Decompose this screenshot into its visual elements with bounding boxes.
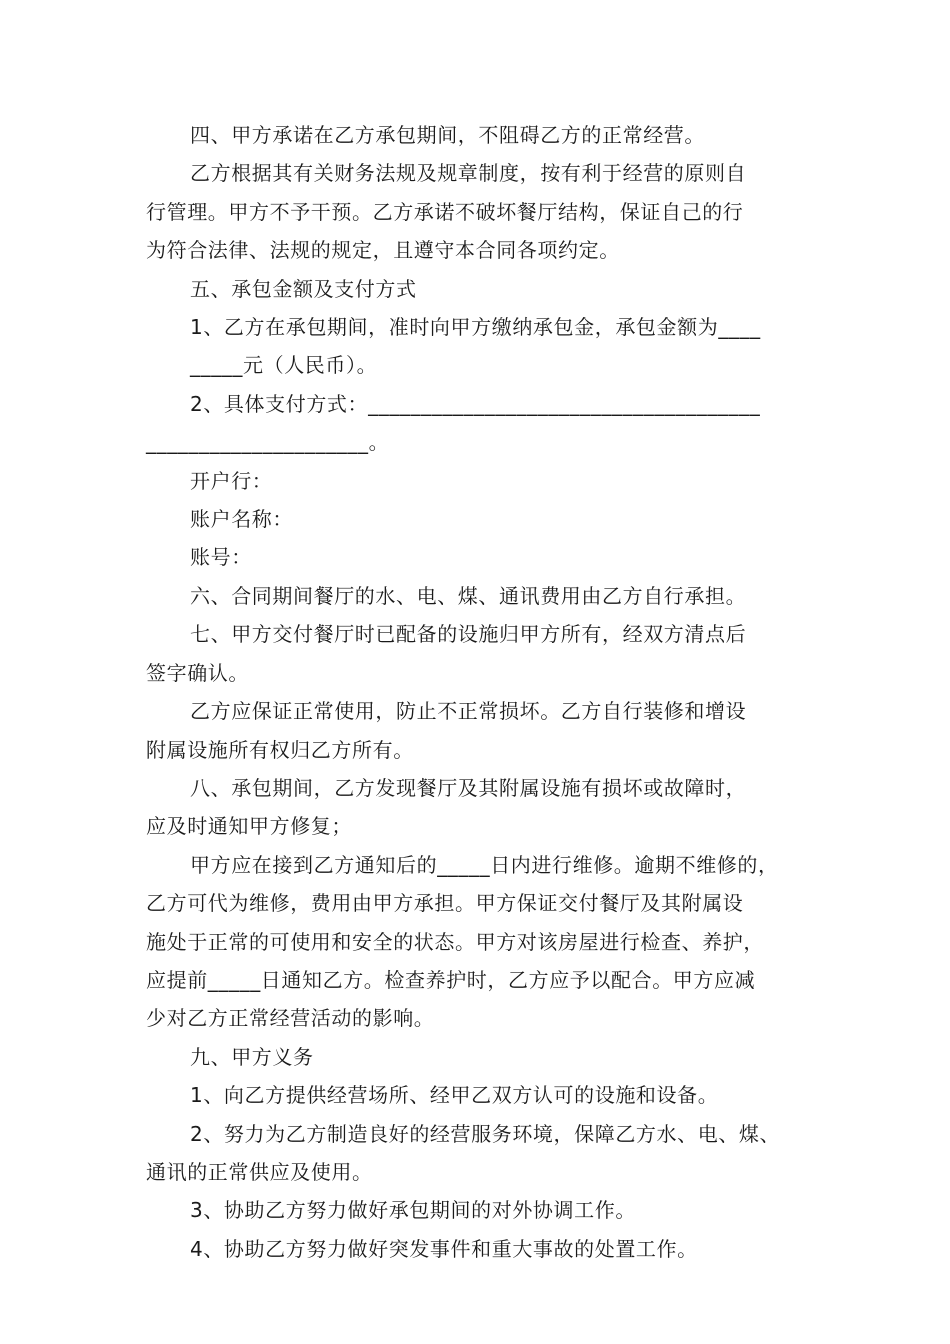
document-line: 九、甲方义务 (190, 1044, 314, 1069)
document-line: 七、甲方交付餐厅时已配备的设施归甲方所有，经双方清点后 (190, 622, 747, 647)
document-line: 甲方应在接到乙方通知后的_____日内进行维修。逾期不维修的， (190, 852, 779, 877)
document-line: 开户行： (190, 468, 273, 493)
document-line: 1、向乙方提供经营场所、经甲乙双方认可的设施和设备。 (190, 1083, 719, 1108)
document-line: 乙方根据其有关财务法规及规章制度，按有利于经营的原则自 (190, 161, 747, 186)
document-line: 应提前_____日通知乙方。检查养护时，乙方应予以配合。甲方应减 (146, 967, 756, 992)
document-line: 应及时通知甲方修复； (146, 814, 352, 839)
document-line: 附属设施所有权归乙方所有。 (146, 737, 414, 762)
document-line: 乙方应保证正常使用，防止不正常损坏。乙方自行装修和增设 (190, 699, 747, 724)
document-line: _____________________。 (146, 430, 390, 455)
document-line: 少对乙方正常经营活动的影响。 (146, 1006, 435, 1031)
document-line: 账户名称： (190, 507, 293, 532)
document-line: 施处于正常的可使用和安全的状态。甲方对该房屋进行检查、养护， (146, 929, 764, 954)
document-line: 2、努力为乙方制造良好的经营服务环境，保障乙方水、电、煤、 (190, 1121, 781, 1146)
document-line: 行管理。甲方不予干预。乙方承诺不破坏餐厅结构，保证自己的行 (146, 199, 744, 224)
document-line: 六、合同期间餐厅的水、电、煤、通讯费用由乙方自行承担。 (190, 583, 747, 608)
document-line: 为符合法律、法规的规定，且遵守本合同各项约定。 (146, 238, 620, 263)
document-line: _____元（人民币）。 (190, 353, 378, 378)
document-line: 乙方可代为维修，费用由甲方承担。甲方保证交付餐厅及其附属设 (146, 891, 744, 916)
document-line: 签字确认。 (146, 660, 249, 685)
document-line: 八、承包期间，乙方发现餐厅及其附属设施有损坏或故障时， (190, 775, 747, 800)
document-body (146, 116, 826, 1268)
document-line: 四、甲方承诺在乙方承包期间，不阻碍乙方的正常经营。 (190, 123, 705, 147)
document-line: 2、具体支付方式：_____________________________________ (190, 391, 761, 416)
document-line: 通讯的正常供应及使用。 (146, 1159, 373, 1184)
document-line: 4、协助乙方努力做好突发事件和重大事故的处置工作。 (190, 1236, 698, 1261)
document-line: 1、乙方在承包期间，准时向甲方缴纳承包金，承包金额为____ (190, 315, 761, 340)
document-line: 3、协助乙方努力做好承包期间的对外协调工作。 (190, 1198, 636, 1223)
document-line: 账号： (190, 545, 252, 570)
document-line: 五、承包金额及支付方式 (190, 276, 417, 301)
